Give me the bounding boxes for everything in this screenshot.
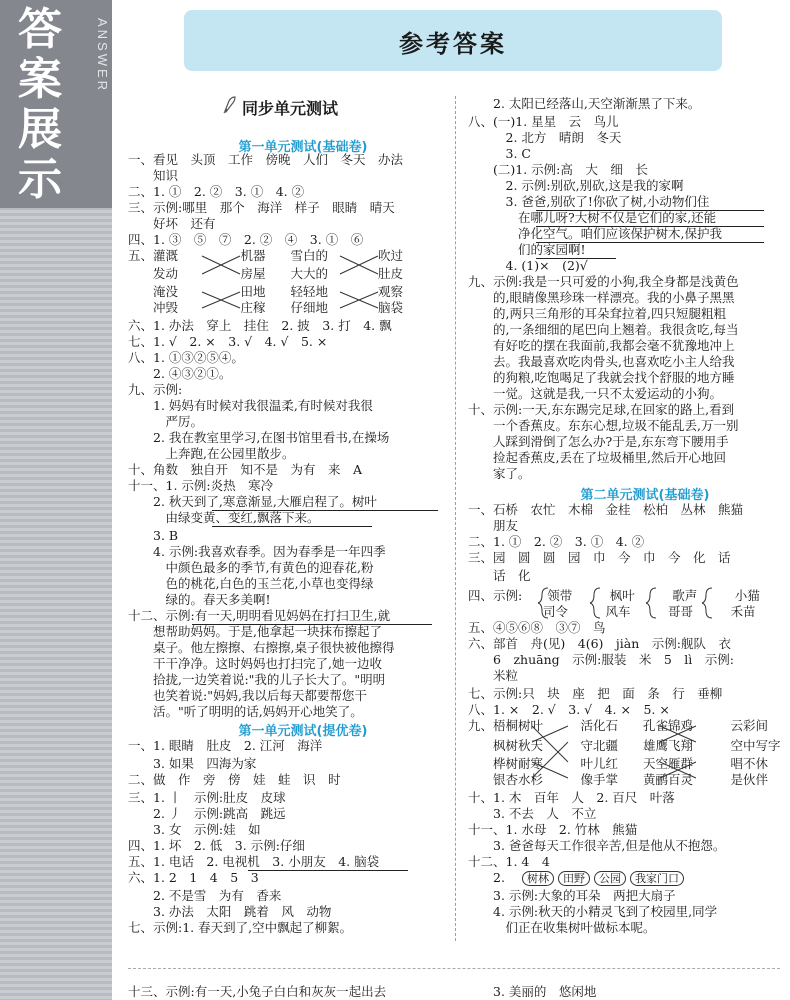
answer-line: 3. 爸爸,别砍了!你砍了树,小动物们住: [468, 194, 710, 209]
answer-line: 七、1. √ 2. × 3. √ 4. √ 5. ×: [128, 334, 328, 349]
answer-line: 八、1. ①③②⑤④。: [128, 350, 244, 365]
answer-line: 三、1. 丨 示例:肚皮 皮球: [128, 790, 286, 805]
answer-line: 十、示例:一天,东东踢完足球,在回家的路上,看到: [468, 402, 735, 417]
answer-line: 家了。: [468, 466, 531, 481]
main-heading: 同步单元测试: [242, 99, 339, 118]
answer-line: 二、1. ① 2. ② 3. ① 4. ②: [128, 184, 305, 199]
answer-line: 严厉。: [128, 414, 204, 429]
oval-answer-3: 公园: [594, 871, 626, 886]
answer-line: 二、1. ① 2. ② 3. ① 4. ②: [468, 534, 645, 549]
answer-line: 五、④⑤⑥⑧ ③⑦ 鸟: [468, 620, 606, 635]
answer-line: 四、示例: 领带 枫叶 歌声 小猫: [468, 588, 760, 603]
answer-line: 6 zhuāng 示例:服装 米 5 lì 示例:: [468, 652, 735, 667]
answer-underline: [248, 870, 408, 871]
answer-line: 3. C: [468, 146, 531, 161]
column-divider: [455, 96, 456, 941]
answer-line: 银杏水杉 像手掌 黄鹂百灵 是伙伴: [468, 772, 769, 787]
answer-line: 四、1. 坏 2. 低 3. 示例:仔细: [128, 838, 305, 853]
matching-lines-unit1: [192, 252, 432, 312]
rocket-icon: [222, 96, 238, 114]
answer-line: 捡起香蕉皮,丢在了垃圾桶里,然后开心地回: [468, 450, 726, 465]
answer-line: 有好吃的摆在我面前,我都会毫不犹豫地冲上: [468, 338, 735, 353]
answer-line: 们的家园啊!: [468, 242, 586, 257]
section-title: 第二单元测试(基础卷): [580, 488, 710, 503]
answer-line: 2. 示例:别砍,别砍,这是我的家啊: [468, 178, 684, 193]
answer-underline: [212, 510, 438, 511]
answer-line: 十、角数 独自开 知不是 为有 来 A: [128, 462, 363, 477]
brace-group: [540, 586, 740, 622]
answer-line: 五、灌溉 机器 雪白的 吹过: [128, 248, 404, 263]
answer-line: 绿的。春天多美啊!: [128, 592, 271, 607]
answer-line: 十一、1. 水母 2. 竹林 熊猫: [468, 822, 638, 837]
answer-line: 色的桃花,白色的玉兰花,小草也变得绿: [128, 576, 374, 591]
answer-line: 发动 房屋 大大的 肚皮: [128, 266, 404, 281]
answer-line: 六、1. 2 1 4 5 3: [128, 870, 259, 885]
answer-underline: [536, 210, 764, 211]
answer-line: 好坏 还有: [128, 216, 216, 231]
answer-line: 3. 不去 人 不立: [468, 806, 597, 821]
page-separator: [128, 968, 780, 969]
answer-line: 活。"听了明明的话,妈妈开心地笑了。: [128, 704, 363, 719]
answer-line: 话 化: [468, 568, 531, 583]
answer-line: 八、1. × 2. √ 3. √ 4. × 5. ×: [468, 702, 670, 717]
answer-line: 淹没 田地 轻轻地 观察: [128, 284, 404, 299]
answer-line: 九、示例:: [128, 382, 183, 397]
answer-line: 知识: [128, 168, 179, 183]
answer-line: 3. 爸爸每天工作很辛苦,但是他从不抱怨。: [468, 838, 726, 853]
answer-line: 六、1. 办法 穿上 挂住 2. 披 3. 打 4. 飘: [128, 318, 392, 333]
section-title: 第一单元测试(提优卷): [238, 724, 368, 739]
answer-line: 一个香蕉皮。东东心想,垃圾不能乱丢,万一别: [468, 418, 739, 433]
page-title-banner: [184, 10, 722, 71]
section-title: 第一单元测试(基础卷): [238, 140, 368, 155]
answer-line: 十三、示例:有一天,小兔子白白和灰灰一起出去: [128, 984, 387, 999]
answer-line: 朋友: [468, 518, 519, 533]
answer-underline: [536, 242, 764, 243]
answer-sidebar: [0, 0, 112, 1000]
sidebar-char-1: 答: [18, 4, 62, 55]
answer-line: 拾拢,一边笑着说:"我的儿子长大了。"明明: [128, 672, 386, 687]
answer-underline: [212, 526, 372, 527]
answer-line: 3. 女 示例:娃 如: [128, 822, 261, 837]
answer-line: 十一、1. 示例:炎热 寒冷: [128, 478, 274, 493]
matching-lines-unit2: [528, 722, 768, 782]
answer-line: 冲毁 庄稼 仔细地 脑袋: [128, 300, 404, 315]
answer-line: 七、示例:只 块 座 把 面 条 行 垂柳: [468, 686, 723, 701]
answer-line: 十、1. 木 百年 人 2. 百尺 叶落: [468, 790, 675, 805]
answer-line: 米粒: [468, 668, 519, 683]
oval-answer-2: 田野: [558, 871, 590, 886]
answer-line: (二)1. 示例:高 大 细 长: [468, 162, 648, 177]
sidebar-char-4: 示: [18, 154, 62, 205]
answer-line: 4. 示例:秋天的小精灵飞到了校园里,同学: [468, 904, 718, 919]
answer-line: 由绿变黄、变红,飘落下来。: [128, 510, 320, 525]
answer-line: 4. (1)× (2)√: [468, 258, 588, 273]
answer-line: 想帮助妈妈。于是,他拿起一块抹布擦起了: [128, 624, 382, 639]
answer-line: 2. 太阳已经落山,天空渐渐黑了下来。: [468, 96, 701, 111]
answer-line: 3. 办法 太阳 跳着 风 动物: [128, 904, 332, 919]
answer-line: 司令 风车 哥哥 禾苗: [468, 604, 756, 619]
answer-line: 3. 如果 四海为家: [128, 756, 257, 771]
answer-line: 七、示例:1. 春天到了,空中飘起了柳絮。: [128, 920, 353, 935]
answer-underline: [536, 258, 616, 259]
sidebar-title-block: [0, 0, 112, 208]
answer-line: 桌子。他左擦擦、右擦擦,桌子很快被他擦得: [128, 640, 395, 655]
answer-line: 4. 示例:我喜欢春季。因为春季是一年四季: [128, 544, 386, 559]
answer-line: 桦树耐寒 叶儿红 天空雁群 唱不休: [468, 756, 769, 771]
answer-line: 一、1. 眼睛 肚皮 2. 江河 海洋: [128, 738, 323, 753]
answer-line: 上奔跑,在公园里散步。: [128, 446, 295, 461]
answer-line: 一、石桥 农忙 木棉 金桂 松柏 丛林 熊猫: [468, 502, 744, 517]
answer-line: 的狗粮,吃饱喝足了我就会找个舒服的地方睡: [468, 370, 735, 385]
answer-line: 二、做 作 旁 傍 娃 蛙 识 时: [128, 772, 341, 787]
answer-line: 1. 妈妈有时候对我很温柔,有时候对我很: [128, 398, 373, 413]
answer-line: 的,两只三角形的耳朵耷拉着,四只短腿粗粗: [468, 306, 726, 321]
answer-underline: [536, 226, 764, 227]
answer-line: 3. B: [128, 528, 179, 543]
answer-line: 3. 示例:大象的耳朵 两把大扇子: [468, 888, 676, 903]
answer-line: 九、示例:我是一只可爱的小狗,我全身都是浅黄色: [468, 274, 739, 289]
answer-line: 六、部首 舟(见) 4(6) jiàn 示例:舰队 衣: [468, 636, 732, 651]
answer-line: 枫树秋天 守北疆 雄鹰飞翔 空中写字: [468, 738, 781, 753]
answer-line: 们正在收集树叶做标本呢。: [468, 920, 656, 935]
answer-underline: [192, 624, 432, 625]
answer-line: 2. 秋天到了,寒意渐显,大雁启程了。树叶: [128, 494, 377, 509]
answer-line: 三、园 圆 圆 园 巾 今 巾 今 化 话: [468, 550, 731, 565]
sidebar-char-3: 展: [18, 104, 62, 155]
answer-line: 2. 不是雪 为有 香来: [128, 888, 282, 903]
page-title: 参考答案: [399, 30, 507, 58]
oval-answer-1: 树林: [522, 871, 554, 886]
answer-line: 八、(一)1. 星星 云 鸟儿: [468, 114, 619, 129]
answer-line: 2.: [468, 870, 505, 885]
answer-line: 在哪儿呀?大树不仅是它们的家,还能: [468, 210, 717, 225]
answer-line: 一觉。这就是我,一只不太爱运动的小狗。: [468, 386, 722, 401]
answer-line: 的,眼睛像黑珍珠一样漂亮。我的小鼻子黑黑: [468, 290, 735, 305]
sidebar-char-2: 案: [18, 54, 62, 105]
answer-line: 3. 美丽的 悠闲地: [468, 984, 597, 999]
answer-line: 2. ④③②①。: [128, 366, 232, 381]
answer-line: 净化空气。咱们应该保护树木,保护我: [468, 226, 722, 241]
answer-line: 十二、1. 4 4: [468, 854, 550, 869]
answer-line: 人踩到滑倒了怎么办?于是,东东弯下腰用手: [468, 434, 729, 449]
answer-line: 四、1. ③ ⑤ ⑦ 2. ② ④ 3. ① ⑥: [128, 232, 364, 247]
sidebar-english-label: ANSWER: [95, 18, 110, 94]
answer-line: 一、看见 头顶 工作 傍晚 人们 冬天 办法: [128, 152, 404, 167]
answer-line: 干干净净。这时妈妈也打扫完了,她一边收: [128, 656, 382, 671]
answer-line: 九、梧桐树叶 活化石 孔雀锦鸡 云彩间: [468, 718, 769, 733]
answer-line: 十二、示例:有一天,明明看见妈妈在打扫卫生,就: [128, 608, 391, 623]
answer-line: 五、1. 电话 2. 电视机 3. 小朋友 4. 脑袋: [128, 854, 380, 869]
answer-line: 中颜色最多的季节,有黄色的迎春花,粉: [128, 560, 374, 575]
answer-line: 2. 北方 晴朗 冬天: [468, 130, 622, 145]
answer-line: 三、示例:哪里 那个 海洋 样子 眼睛 晴天: [128, 200, 395, 215]
answer-line: 也笑着说:"妈妈,我以后每天都要帮您干: [128, 688, 367, 703]
oval-answer-4: 我家门口: [630, 871, 684, 886]
answer-line: 2. 我在教室里学习,在图书馆里看书,在操场: [128, 430, 390, 445]
answer-line: 去。我最喜欢吃肉骨头,也喜欢吃小主人给我: [468, 354, 735, 369]
answer-line: 的,一条细细的尾巴向上翘着。我很贪吃,每当: [468, 322, 739, 337]
answer-line: 2. 丿 示例:跳高 跳远: [128, 806, 286, 821]
